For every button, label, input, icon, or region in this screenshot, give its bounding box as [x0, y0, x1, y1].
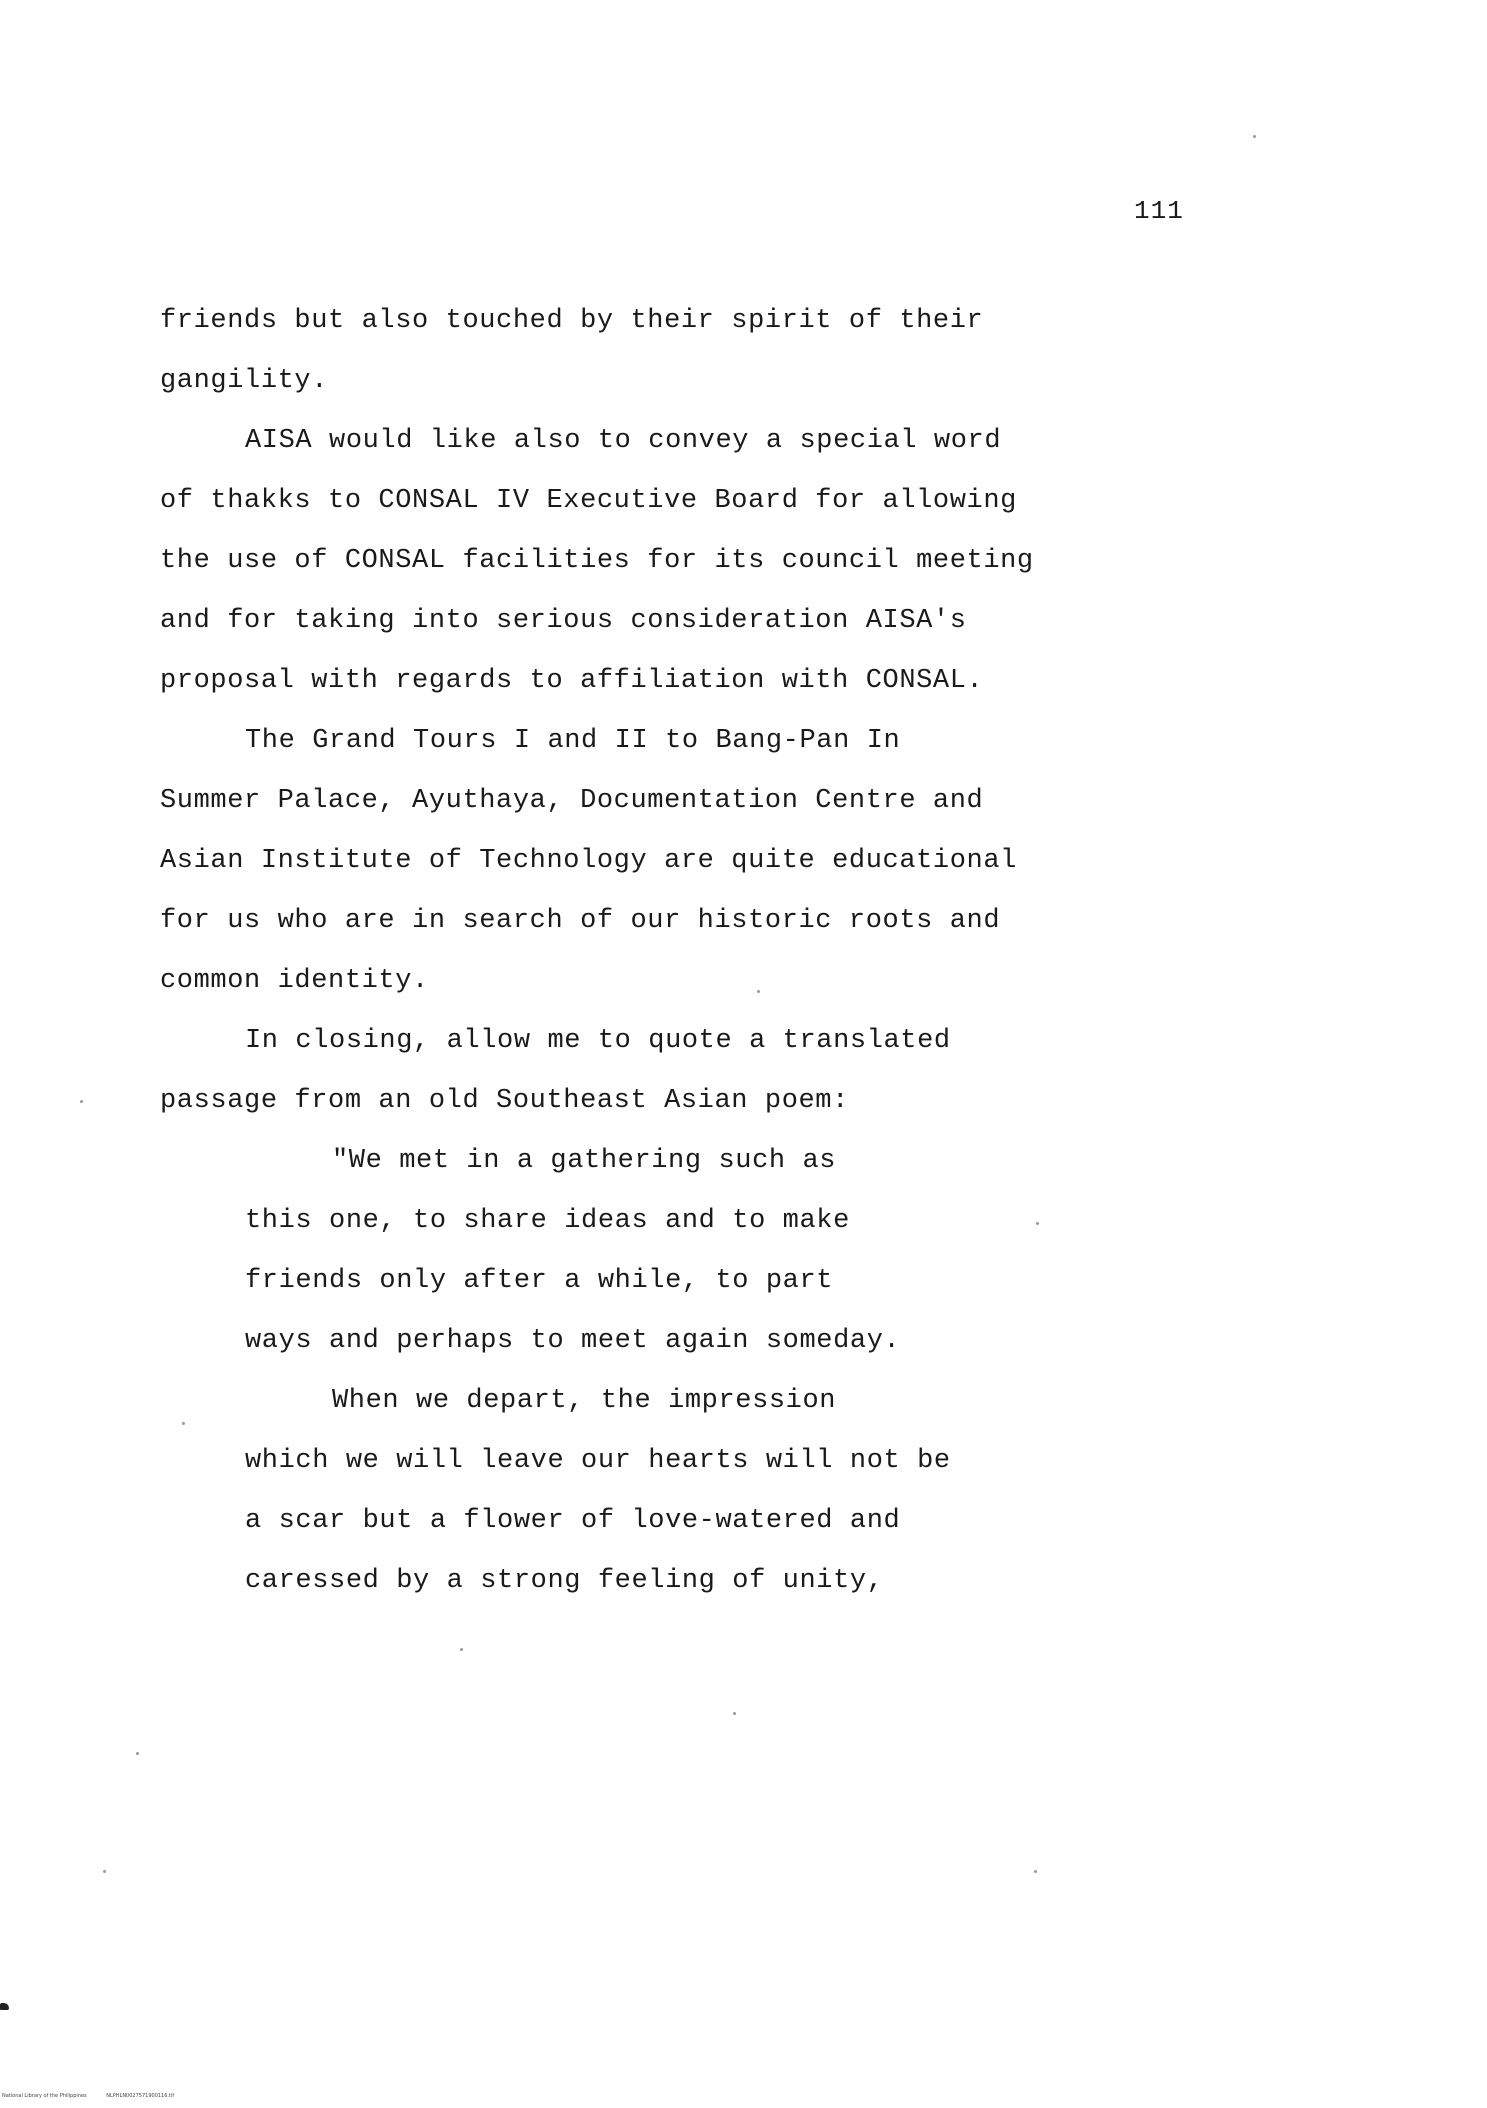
page-number: 111: [1134, 196, 1184, 226]
text-line: proposal with regards to affiliation with CONSAL.: [160, 666, 984, 696]
text-line: friends but also touched by their spirit of their: [160, 306, 984, 336]
text-line: and for taking into serious consideration AISA's: [160, 606, 967, 636]
quote-line: which we will leave our hearts will not be: [245, 1446, 951, 1476]
scan-speck: [460, 1648, 463, 1651]
scan-speck: [136, 1752, 139, 1755]
footer-source: National Library of the Philippines: [2, 2093, 87, 2099]
footer-file-id: NLPHLN0027571900116.tif: [106, 2093, 175, 2099]
scan-speck: [733, 1712, 736, 1715]
scan-speck: [1036, 1222, 1039, 1225]
scan-speck: [80, 1100, 83, 1103]
quote-line: When we depart, the impression: [332, 1386, 837, 1416]
text-line: the use of CONSAL facilities for its council meeting: [160, 546, 1034, 576]
quote-line: ways and perhaps to meet again someday.: [245, 1326, 901, 1356]
quote-line: friends only after a while, to part: [245, 1266, 834, 1296]
text-line: In closing, allow me to quote a translated: [245, 1026, 951, 1056]
text-line: AISA would like also to convey a special word: [245, 426, 1002, 456]
text-line: The Grand Tours I and II to Bang-Pan In: [245, 726, 901, 756]
scan-speck: [1034, 1870, 1037, 1873]
scan-footer: [2, 2093, 192, 2099]
text-line: of thakks to CONSAL IV Executive Board for allowing: [160, 486, 1017, 516]
quote-line: "We met in a gathering such as: [332, 1146, 837, 1176]
scan-speck: [757, 990, 760, 993]
text-line: common identity.: [160, 966, 429, 996]
text-line: for us who are in search of our historic roots and: [160, 906, 1001, 936]
text-line: passage from an old Southeast Asian poem:: [160, 1086, 849, 1116]
scan-speck: [1253, 135, 1256, 138]
quote-line: a scar but a flower of love-watered and: [245, 1506, 901, 1536]
text-line: gangility.: [160, 366, 329, 396]
scan-speck: [103, 1870, 106, 1873]
text-line: Asian Institute of Technology are quite educational: [160, 846, 1017, 876]
quote-line: this one, to share ideas and to make: [245, 1206, 850, 1236]
scan-speck: [182, 1422, 185, 1425]
scan-mark: [0, 2003, 9, 2010]
text-line: Summer Palace, Ayuthaya, Documentation Centre and: [160, 786, 984, 816]
quote-line: caressed by a strong feeling of unity,: [245, 1566, 884, 1596]
